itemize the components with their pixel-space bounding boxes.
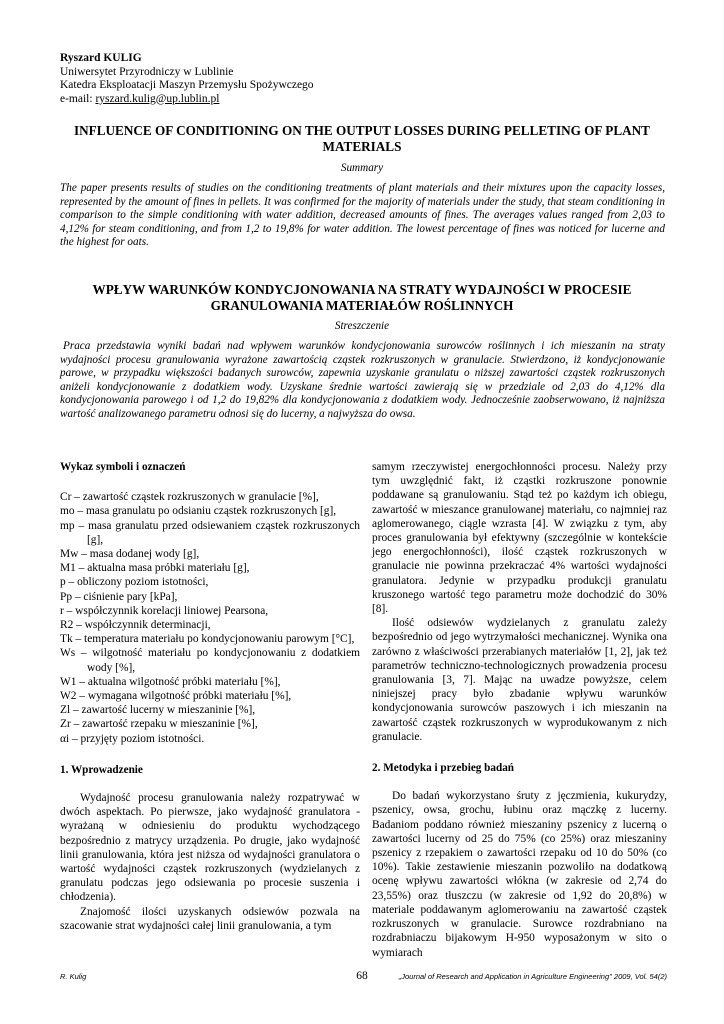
symbol-item: p – obliczony poziom istotności, <box>60 576 209 589</box>
email-link[interactable]: ryszard.kulig@up.lublin.pl <box>95 92 220 105</box>
symbol-item: Tk – temperatura materiału po kondycjonowaniu parowym [°C], <box>60 633 355 646</box>
right-column <box>372 460 667 960</box>
affiliation-university: Uniwersytet Przyrodniczy w Lublinie <box>60 65 234 78</box>
intro-heading: 1. Wprowadzenie <box>60 763 143 776</box>
affiliation-department: Katedra Eksploatacji Maszyn Przemysłu Spożywczego <box>60 79 314 92</box>
symbol-item: mp – masa granulatu przed odsiewaniem cząstek rozkruszonych [g], <box>60 519 360 546</box>
symbol-item: Mw – masa dodanej wody [g], <box>60 548 200 561</box>
symbol-item: W2 – wymagana wilgotność próbki materiału [%], <box>60 690 292 703</box>
footer-journal: „Journal of Research and Application in Agriculture Engineering" 2009, Vol. 54(2) <box>398 972 667 981</box>
author-block <box>60 52 314 106</box>
english-summary-label: Summary <box>340 162 384 174</box>
symbols-heading: Wykaz symboli i oznaczeń <box>60 461 186 473</box>
methods-heading: 2. Metodyka i przebieg badań <box>372 762 515 775</box>
email-label: e-mail: <box>60 92 96 105</box>
symbol-item: Pp – ciśnienie pary [kPa], <box>60 590 178 603</box>
intro-paragraph-2-cont: samym rzeczywistej energochłonności procesu. Należy przy tym uwzględnić fakt, iż cząstki rozkruszone ponownie poddawane są granulowaniu. Stąd też po każdym ich obiegu, zawartość w mieszance granulowanej materiału, co najmniej raz aglomerowanego, ciągle wzrasta [4]. W związku z tym, aby proces granulowania był efektywny (szczególnie w kontekście jego energochłonności), ilość cząstek rozkruszonych w granulacie nie powinna przekraczać 4% wartości wydajności granulatora. Jedynie w przypadku produkcji granulatu kruszonego wartość tego parametru może dochodzić do 30% [8]. <box>372 461 667 616</box>
symbol-item: αi – przyjęty poziom istotności. <box>60 732 205 745</box>
symbol-item: M1 – aktualna masa próbki materiału [g], <box>60 562 250 575</box>
symbol-item: Zr – zawartość rzepaku w mieszaninie [%], <box>60 718 258 731</box>
symbol-item: Cr – zawartość cząstek rozkruszonych w granulacie [%], <box>60 491 319 504</box>
polish-title: WPŁYW WARUNKÓW KONDYCJONOWANIA NA STRATY WYDAJNOŚCI W PROCESIE GRANULOWANIA MATERIAŁÓW ROŚLINNYCH <box>92 282 632 313</box>
polish-summary-label: Streszczenie <box>334 320 390 332</box>
methods-paragraph-1: Do badań wykorzystano śruty z jęczmienia, kukurydzy, pszenicy, owsa, grochu, łubinu oraz mączkę z lucerny. Badaniom poddano również mieszaniny pszenicy z lucerną o zawartości lucerny od 25 do 75% (co 25%) oraz mieszaniny pszenicy z rzepakiem o zawartości rzepaku od 10 do 50% (co 10%). Takie zestawienie mieszanin pozwoliło na dodatkową ocenę wpływu zawartości włókna (w zakresie od 2,74 do 23,55%) oraz tłuszczu (w zakresie od 1,92 do 20,8%) w materiale poddawanym aglomerowaniu na zawartość cząstek rozkruszonych w granulacie. Surowce rozdrabniano na rozdrabniaczu bijakowym H-950 wyposażonym w sito o wymiarach <box>372 790 667 959</box>
symbols-list <box>60 490 360 746</box>
english-title: INFLUENCE OF CONDITIONING ON THE OUTPUT LOSSES DURING PELLETING OF PLANT MATERIALS <box>74 123 650 154</box>
author-name: Ryszard KULIG <box>60 52 142 64</box>
intro-paragraph-2-start: Znajomość ilości uzyskanych odsiewów pozwala na szacowanie strat wydajności całej linii granulowania, a tym <box>60 905 360 932</box>
symbol-item: mo – masa granulatu po odsianiu cząstek rozkruszonych [g], <box>60 505 337 518</box>
symbol-item: W1 – aktualna wilgotność próbki materiału [%], <box>60 675 281 688</box>
symbol-item: Ws – wilgotność materiału po kondycjonowaniu z dodatkiem wody [%], <box>60 647 360 674</box>
english-summary-text: The paper presents results of studies on the conditioning treatments of plant materials and their mixtures upon the capacity losses, represented by the amount of fines in pellets. It was confirmed for the majority of materials under the study, that steam conditioning in comparison to the simple conditioning with water addition, decreased amounts of fines. The averages values ranged from 2,03 to 4,12% for steam conditioning, and from 1,2 to 19,8% for water addition. The lowest percentage of fines was noticed for lucerne and the highest for oats. <box>60 182 665 249</box>
intro-paragraph-3: Ilość odsiewów wydzielanych z granulatu zależy bezpośrednio od jego wytrzymałości mechanicznej. Wynika ona zarówno z właściwości przerabianych materiałów [1, 2], jak też parametrów techniczno-technologicznych prowadzenia procesu granulowania [3, 7]. Mając na uwadze powyższe, celem niniejszej pracy było zbadanie wpływu warunków kondycjonowania surowców paszowych i ich mieszanin na zawartość cząstek rozkruszonych w wyprodukowanym z nich granulacie. <box>372 617 667 743</box>
symbol-item: r – współczynnik korelacji liniowej Pearsona, <box>60 604 269 617</box>
intro-paragraph-1: Wydajność procesu granulowania należy rozpatrywać w dwóch aspektach. Po pierwsze, jako wydajność granulatora - wyrażaną w odniesieniu do produktu wychodzącego bezpośrednio z matrycy urządzenia. Po drugie, jako wydajność linii granulowania, która jest niższa od wydajności granulatora o wartość wydajności cząstek rozkruszonych (wydzielanych z granulatu podczas jego odsiewania po procesie suszenia i chłodzenia). <box>60 792 360 904</box>
author-email-line <box>60 93 314 107</box>
symbol-item: Zl – zawartość lucerny w mieszaninie [%], <box>60 704 256 717</box>
footer-author: R. Kulig <box>60 972 87 981</box>
symbol-item: R2 – współczynnik determinacji, <box>60 619 211 632</box>
polish-summary-text: Praca przedstawia wyniki badań nad wpływem warunków kondycjonowania surowców roślinnych i ich mieszanin na straty wydajności procesu granulowania wyrażone zawartością cząstek rozkruszonych w granulacie. Stwierdzono, iż kondycjonowanie parowe, w przypadku większości badanych surowców, zapewnia uzyskanie granulatu o niższej zawartości cząstek rozkruszonych aniżeli kondycjonowanie z dodatkiem wody. Uzyskane średnie wartości zawierają się w przedziale od 2,03 do 4,12% dla kondycjonowania parowego i od 1,2 do 19,82% dla kondycjonowania z dodatkiem wody. Jednocześnie zaobserwowano, iż najniższa wartość analizowanego parametru odnosi się do lucerny, a najwyższa do owsa. <box>60 340 665 420</box>
left-column <box>60 460 360 933</box>
page-number: 68 <box>356 970 368 982</box>
